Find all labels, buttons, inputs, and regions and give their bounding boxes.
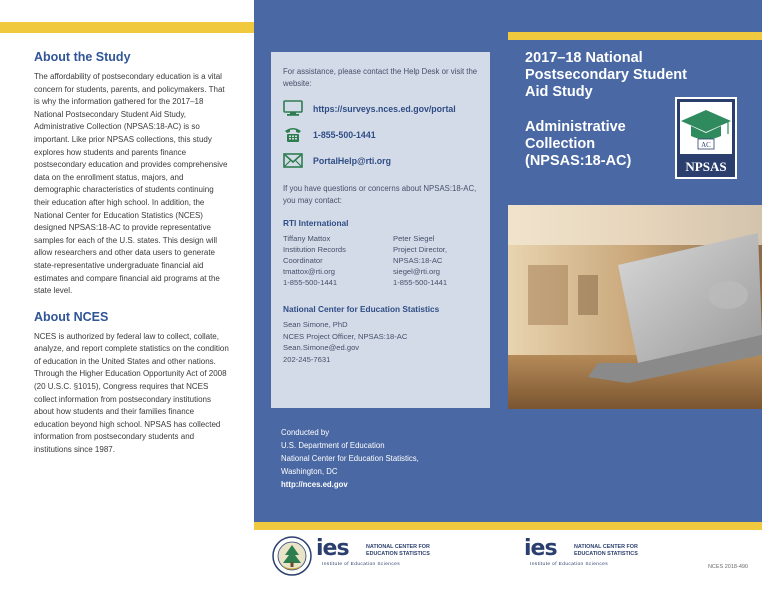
contact-line: NPSAS:18-AC <box>393 256 443 265</box>
contact-box <box>271 52 490 408</box>
conducted-line: National Center for Education Statistics, <box>281 454 419 463</box>
website-line <box>283 100 478 117</box>
subtitle-line: Collection <box>525 136 596 152</box>
nces-url-link[interactable]: http://nces.ed.gov <box>281 480 348 489</box>
ies-subtitle: Institute of Education Sciences <box>530 562 608 567</box>
department-seal-icon <box>272 536 312 576</box>
title-line: 2017–18 National <box>525 50 643 66</box>
logo-badge: AC <box>701 141 711 149</box>
rti-contact-mattox <box>283 233 393 288</box>
about-nces-body: NCES is authorized by federal law to collect, collate, analyze, and report complete statistics on the condition of education in the United States and other nations. Through the Higher Education Opportunity Act of 2008 (20 U.S.C. §1015), Congress requires that NCES collect information from postsecondary institutions about how students and their families finance education beyond high school. NPSAS has collected information from postsecondary students and institutions since 1987. <box>34 331 229 455</box>
title-line: Aid Study <box>525 84 593 100</box>
contact-intro: For assistance, please contact the Help Desk or visit the website: <box>283 67 478 88</box>
about-study-heading: About the Study <box>34 50 131 64</box>
contact-line: Coordinator <box>283 256 323 265</box>
rti-heading: RTI International <box>283 218 349 228</box>
footer-logos <box>254 530 508 589</box>
about-nces-heading: About NCES <box>34 309 109 324</box>
conducted-line: Conducted by <box>281 428 330 437</box>
rti-contact-siegel <box>393 233 447 288</box>
ies-logo <box>316 536 436 574</box>
contact-line: Sean Simone, PhD <box>283 320 348 329</box>
contact-line: Peter Siegel <box>393 234 435 243</box>
nces-heading: National Center for Education Statistics <box>283 304 440 314</box>
contact-email[interactable]: Sean.Simone@ed.gov <box>283 343 360 352</box>
contact-phone: 1-855-500-1441 <box>393 278 448 287</box>
ies-mark: ies <box>524 536 557 561</box>
panel-about <box>0 0 254 589</box>
laptop-photo <box>508 205 762 409</box>
subtitle-line: (NPSAS:18-AC) <box>525 153 632 169</box>
email-line <box>283 152 478 169</box>
phone-number[interactable]: 1-855-500-1441 <box>313 129 376 140</box>
conducted-by <box>281 426 481 491</box>
npsas-logo <box>675 97 737 179</box>
contact-email[interactable]: tmattox@rti.org <box>283 267 336 276</box>
gold-bar <box>254 522 508 530</box>
cover-footer <box>508 530 762 589</box>
rti-contacts <box>283 233 478 288</box>
contact-line: Tiffany Mattox <box>283 234 331 243</box>
ies-line: EDUCATION STATISTICS <box>366 550 430 557</box>
ies-line: NATIONAL CENTER FOR <box>574 544 638 550</box>
gold-bar <box>508 522 762 530</box>
ies-logo <box>524 536 644 574</box>
phone-icon <box>283 126 303 143</box>
about-content <box>34 50 230 457</box>
panel-contact <box>254 0 508 589</box>
contact-line: Project Director, <box>393 245 448 254</box>
website-link[interactable]: https://surveys.nces.ed.gov/portal <box>313 103 456 114</box>
contact-phone: 202-245-7631 <box>283 354 331 364</box>
title-line: Postsecondary Student <box>525 67 687 83</box>
gold-bar <box>508 32 762 40</box>
gold-bar <box>0 22 254 33</box>
phone-line <box>283 126 478 143</box>
panel-cover <box>508 0 762 589</box>
about-study-body: The affordability of postsecondary education is a vital concern for students, parents, and policymakers. That is why the information gathered for the 2017–18 National Postsecondary Student Aid Study, Administrative Collection (NPSAS:18-AC) is so important. Like prior NPSAS collections, this study explores how students and parents finance postsecondary education and provides comprehensive data on the enrollment status, majors, and demographic characteristics of students continuing their education after high school. In addition, the National Center for Education Statistics (NCES) designed NPSAS:18-AC to provide representative samples for each of the U.S. states. This design will allow researchers and other data users to generate state-representative undergraduate financial aid estimates and compare financial aid programs at the state level. <box>34 72 228 296</box>
email-link[interactable]: PortalHelp@rti.org <box>313 155 391 166</box>
publication-number: NCES 2018-490 <box>707 564 748 570</box>
ies-subtitle: Institute of Education Sciences <box>322 562 400 567</box>
cover-subtitle <box>525 119 695 170</box>
conducted-line: Washington, DC <box>281 467 338 476</box>
ies-line: NATIONAL CENTER FOR <box>366 544 430 550</box>
contact-email[interactable]: siegel@rti.org <box>393 267 440 276</box>
computer-icon <box>283 100 303 117</box>
subtitle-line: Administrative <box>525 119 626 135</box>
ies-wordmark <box>366 544 430 557</box>
nces-contact <box>283 304 478 365</box>
contact-line: NCES Project Officer, NPSAS:18-AC <box>283 331 408 341</box>
logo-word: NPSAS <box>685 159 727 174</box>
contact-phone: 1-855-500-1441 <box>283 278 338 287</box>
ies-wordmark <box>574 544 638 557</box>
envelope-icon <box>283 152 303 169</box>
ies-line: EDUCATION STATISTICS <box>574 550 638 557</box>
cover-title <box>525 50 695 101</box>
ies-mark: ies <box>316 536 349 561</box>
questions-text: If you have questions or concerns about NPSAS:18-AC, you may contact: <box>283 184 477 205</box>
conducted-line: U.S. Department of Education <box>281 441 385 450</box>
contact-line: Institution Records <box>283 245 346 254</box>
